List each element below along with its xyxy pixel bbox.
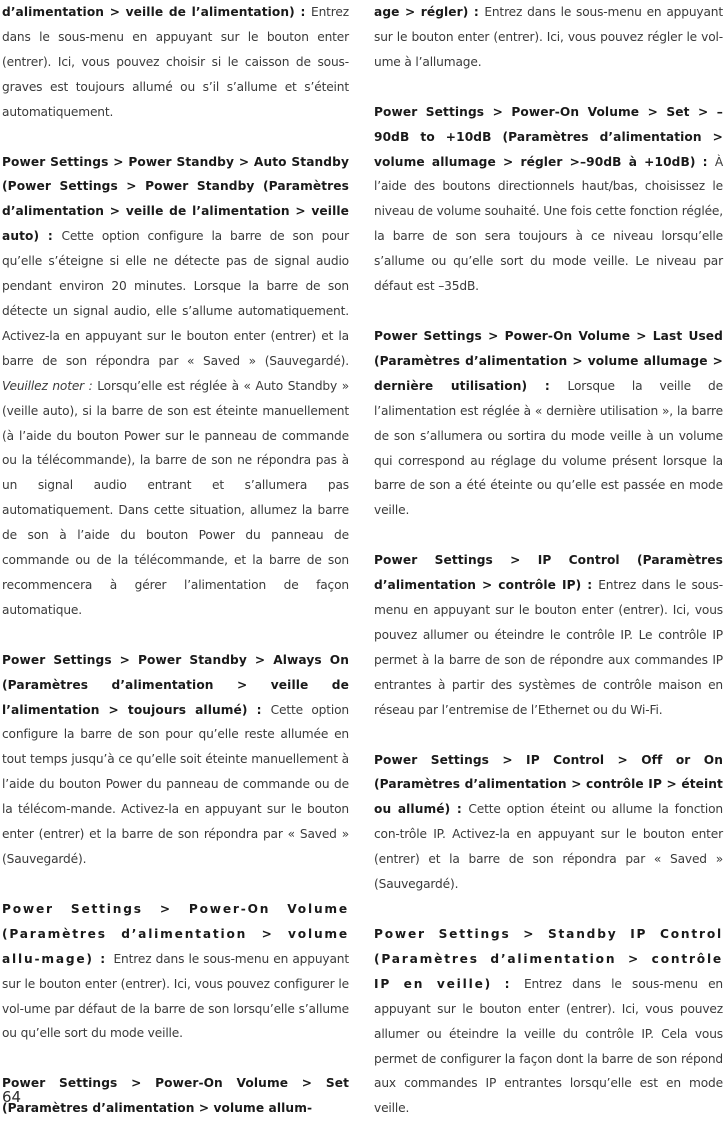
paragraph-power-on-volume xyxy=(2,897,349,1046)
paragraph-power-on-volume-set xyxy=(2,1071,349,1121)
paragraph-power-standby-continued xyxy=(2,0,349,125)
paragraph-body: Lorsque la veille de l’alimentation est réglée à « dernière utilisation », la barre de son s’allumera ou sortira du mode veille à un volume qui correspond au réglage du volume présent lorsque la barre de son a été éteinte ou qu’elle est passée en mode veille. xyxy=(374,378,723,518)
paragraph-heading: age > régler) : xyxy=(374,5,485,19)
paragraph-auto-standby xyxy=(2,150,349,623)
right-column xyxy=(374,0,723,1146)
paragraph-volume-range xyxy=(374,100,723,299)
paragraph-body: Entrez dans le sous-menu en appuyant sur le bouton enter (entrer). Ici, vous pouvez configurer le vol-ume par défaut de la barre de son lorsqu’elle s’allume ou qu’elle sort du mode veille. xyxy=(2,951,349,1041)
paragraph-heading: Power Settings > Power-On Volume > Last Used (Paramètres d’alimentation > volume allumage > dernière utilisation) : xyxy=(374,328,723,393)
paragraph-body: Entrez dans le sous-menu en appuyant sur le bouton enter (entrer). Ici, vous pouvez allumer ou éteindre la veille du contrôle IP. Cela vous permet de configurer la façon dont la barre de son répond aux commandes IP entrantes lorsqu’elle est en mode veille. xyxy=(374,976,723,1116)
paragraph-heading: Power Settings > Power Standby > Auto Standby (Power Settings > Power Standby (Paramètres d’alimentation > veille de l’alimentation > veille auto) : xyxy=(2,154,349,244)
paragraph-heading: d’alimentation > veille de l’alimentation) : xyxy=(2,5,312,19)
paragraph-heading: Power Settings > Standby IP Control (Paramètres d’alimentation > contrôle IP en veille) : xyxy=(374,927,723,991)
paragraph-heading: Power Settings > Power-On Volume > Set > –90dB to +10dB (Paramètres d’alimentation > volume allumage > régler >–90dB à +10dB) : xyxy=(374,104,723,169)
paragraph-last-used xyxy=(374,324,723,523)
paragraph-ip-control xyxy=(374,548,723,722)
paragraph-standby-ip-control xyxy=(374,922,723,1121)
left-column xyxy=(2,0,349,1146)
page-number: 64 xyxy=(2,1088,22,1106)
paragraph-body: Entrez dans le sous-menu en appuyant sur le bouton enter (entrer). Ici, vous pouvez allumer ou éteindre le contrôle IP. Le contrôle IP permet à la barre de son de répondre aux commandes IP entrantes à partir des systèmes de contrôle maison en réseau par l’entremise de l’Ethernet ou du Wi-Fi. xyxy=(374,578,723,717)
paragraph-heading: Power Settings > Power-On Volume > Set (Paramètres d’alimentation > volume allum- xyxy=(2,1076,349,1116)
paragraph-body: À l’aide des boutons directionnels haut/bas, choisissez le niveau de volume souhaité. Une fois cette fonction réglée, la barre de son sera toujours à ce niveau lorsqu’elle s’allume ou qu’elle sort du mode veille. Le niveau par défaut est –35dB. xyxy=(374,154,723,294)
paragraph-body: Cette option configure la barre de son pour qu’elle s’éteigne si elle ne détecte pas de signal audio pendant environ 20 minutes. Lorsque la barre de son détecte un signal audio, elle s’allume automatiquement. Activez-la en appuyant sur le bouton enter (entrer) et la barre de son répondra par « Saved » (Sauvegardé). xyxy=(2,229,349,368)
paragraph-power-on-volume-set-continued xyxy=(374,0,723,75)
paragraph-ip-control-off-on xyxy=(374,748,723,897)
paragraph-heading: Power Settings > Power-On Volume (Paramètres d’alimentation > volume allu-mage) : xyxy=(2,901,349,966)
note-body: Lorsqu’elle est réglée à « Auto Standby » (veille auto), si la barre de son est éteinte manuellement (à l’aide du bouton Power sur le panneau de commande ou la télécommande), la barre de son ne répondra pas à un signal audio entrant et s’allumera pas automatiquement. Dans cette situation, allumez la barre de son à l’aide du bouton Power du panneau de commande ou de la télécommande, et la barre de son recommencera à gérer l’alimentation de façon automatique. xyxy=(2,378,350,617)
paragraph-always-on xyxy=(2,648,349,872)
paragraph-heading: Power Settings > Power Standby > Always On (Paramètres d’alimentation > veille de l’alimentation > toujours allumé) : xyxy=(2,652,349,717)
paragraph-heading: Power Settings > IP Control (Paramètres d’alimentation > contrôle IP) : xyxy=(374,553,723,593)
paragraph-body: Cette option configure la barre de son pour qu’elle reste allumée en tout temps jusqu’à ce qu’elle soit éteinte manuellement à l’aide du bouton Power du panneau de commande ou de la télécom-mande. Activez-la en appuyant sur le bouton enter (entrer) et la barre de son répondra par « Saved » (Sauvegardé). xyxy=(2,702,349,866)
paragraph-body: Entrez dans le sous-menu en appuyant sur le bouton enter (entrer). Ici, vous pouvez régler le vol-ume à l’allumage. xyxy=(374,5,723,69)
note-label: Veuillez noter : xyxy=(2,378,98,393)
paragraph-body: Cette option éteint ou allume la fonction con-trôle IP. Activez-la en appuyant sur le bouton enter (entrer) et la barre de son répondra par « Saved » (Sauvegardé). xyxy=(374,802,724,892)
paragraph-body: Entrez dans le sous-menu en appuyant sur le bouton enter (entrer). Ici, vous pouvez choisir si le caisson de sous-graves est toujours allumé ou s’il s’allume et s’éteint automatiquement. xyxy=(2,5,349,119)
paragraph-heading: Power Settings > IP Control > Off or On (Paramètres d’alimentation > contrôle IP > éteint ou allumé) : xyxy=(374,752,723,817)
